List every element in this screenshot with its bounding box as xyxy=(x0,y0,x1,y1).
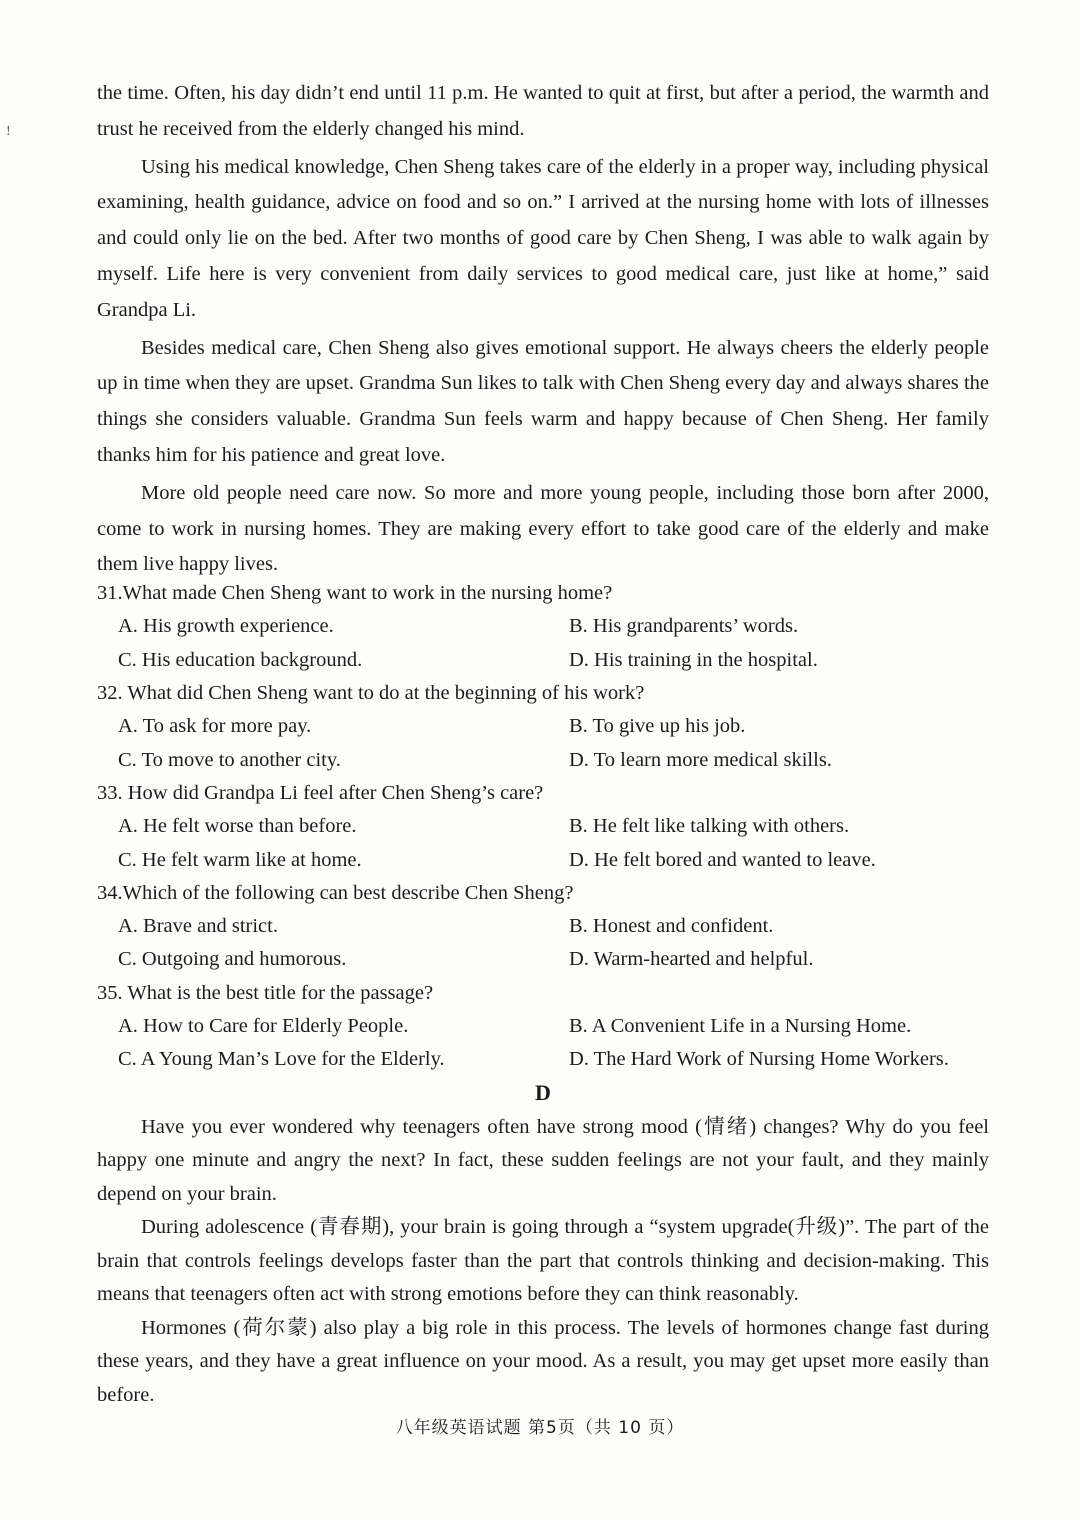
passage-paragraph: Have you ever wondered why teenagers often have strong mood (情绪) changes? Why do you feel happy one minute and angry the next? In fact, these sudden feelings are not your fault, and they mainly depend on your brain. xyxy=(97,1115,989,1205)
passage-paragraph: Using his medical knowledge, Chen Sheng takes care of the elderly in a proper way, including physical examining, health guidance, advice on food and so on.” I arrived at the nursing home with lots of illnesses and could only lie on the bed. After two months of good care by Chen Sheng, I was able to walk again by myself. Life here is very convenient from daily services to good medical care, just like at home,” said Grandpa Li. xyxy=(97,155,989,321)
option-c: C. A Young Man’s Love for the Elderly. xyxy=(118,1048,445,1071)
option-b: B. Honest and confident. xyxy=(569,915,774,938)
option-a: A. To ask for more pay. xyxy=(118,715,312,738)
passage-paragraph: Besides medical care, Chen Sheng also gives emotional support. He always cheers the elderly people up in time when they are upset. Grandma Sun likes to talk with Chen Sheng every day and always shares the things she considers valuable. Grandma Sun feels warm and happy because of Chen Sheng. Her family thanks him for his patience and great love. xyxy=(97,336,989,466)
question-34 xyxy=(97,877,989,977)
option-c: C. His education background. xyxy=(118,648,363,671)
option-c: C. Outgoing and humorous. xyxy=(118,948,347,971)
question-31 xyxy=(97,577,989,677)
passage-paragraph: Hormones (荷尔蒙) also play a big role in this process. The levels of hormones change fast during these years, and they have a great influence on your mood. As a result, you may get upset more easily than before. xyxy=(97,1316,989,1406)
question-stem: 32. What did Chen Sheng want to do at the beginning of his work? xyxy=(97,682,645,705)
passage-paragraph: During adolescence (青春期), your brain is going through a “system upgrade(升级)”. The part of the brain that controls feelings develops faster than the part that controls thinking and decision-making. This means that teenagers often act with strong emotions before they can think reasonably. xyxy=(97,1216,989,1306)
option-grid xyxy=(97,810,989,877)
passage-c xyxy=(97,76,989,583)
option-b: B. A Convenient Life in a Nursing Home. xyxy=(569,1015,912,1038)
section-heading: D xyxy=(535,1079,551,1105)
margin-mark: ! xyxy=(6,124,11,139)
option-grid xyxy=(97,610,989,677)
passage-paragraph: More old people need care now. So more and more young people, including those born after 2000, come to work in nursing homes. They are making every effort to take good care of the elderly and make them live happy lives. xyxy=(97,481,989,576)
page-footer: 八年级英语试题 第5页（共 10 页） xyxy=(395,1418,685,1438)
option-d: D. To learn more medical skills. xyxy=(569,748,832,771)
question-32 xyxy=(97,677,989,777)
option-d: D. Warm-hearted and helpful. xyxy=(569,948,814,971)
question-stem: 31.What made Chen Sheng want to work in the nursing home? xyxy=(97,582,613,605)
question-stem: 33. How did Grandpa Li feel after Chen Sheng’s care? xyxy=(97,781,544,804)
option-d: D. The Hard Work of Nursing Home Workers. xyxy=(569,1048,949,1071)
option-grid xyxy=(97,1010,989,1077)
exam-page xyxy=(97,76,989,1412)
option-c: C. To move to another city. xyxy=(118,748,341,771)
option-a: A. Brave and strict. xyxy=(118,915,278,938)
option-d: D. He felt bored and wanted to leave. xyxy=(569,848,876,871)
option-b: B. His grandparents’ words. xyxy=(569,615,799,638)
option-grid xyxy=(97,710,989,777)
option-grid xyxy=(97,910,989,977)
option-d: D. His training in the hospital. xyxy=(569,648,818,671)
option-c: C. He felt warm like at home. xyxy=(118,848,362,871)
passage-d xyxy=(97,1075,989,1413)
passage-paragraph: the time. Often, his day didn’t end until 11 p.m. He wanted to quit at first, but after a period, the warmth and trust he received from the elderly changed his mind. xyxy=(97,82,989,140)
question-33 xyxy=(97,777,989,877)
option-a: A. He felt worse than before. xyxy=(118,815,357,838)
question-35 xyxy=(97,977,989,1077)
option-a: A. His growth experience. xyxy=(118,615,334,638)
question-stem: 34.Which of the following can best describe Chen Sheng? xyxy=(97,881,574,904)
option-a: A. How to Care for Elderly People. xyxy=(118,1015,409,1038)
option-b: B. He felt like talking with others. xyxy=(569,815,850,838)
question-list xyxy=(97,577,989,1076)
question-stem: 35. What is the best title for the passage? xyxy=(97,981,434,1004)
option-b: B. To give up his job. xyxy=(569,715,746,738)
